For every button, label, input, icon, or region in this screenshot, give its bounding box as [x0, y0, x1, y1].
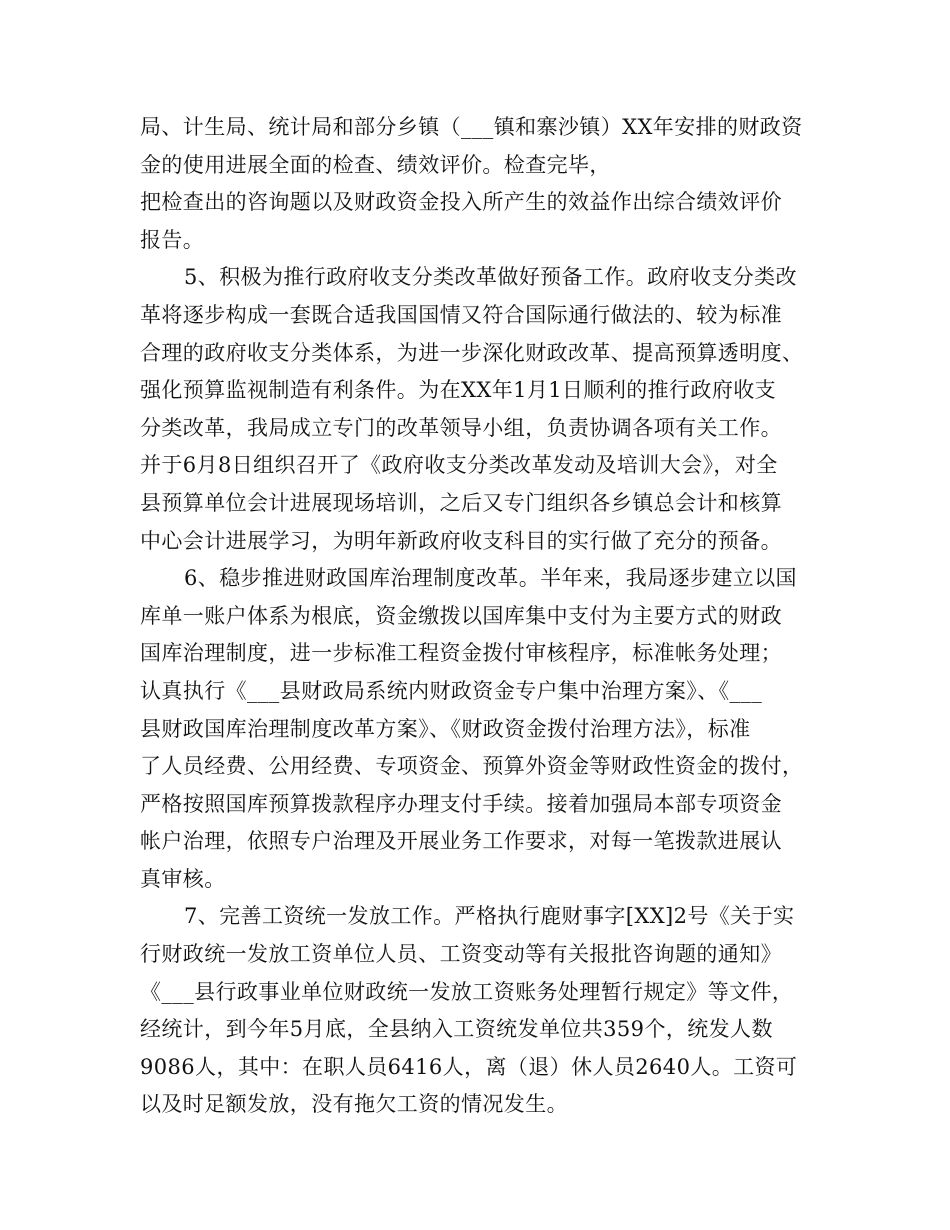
- text-line: 分类改革，我局成立专门的改革领导小组，负责协调各项有关工作。: [140, 415, 782, 440]
- text-line: 金的使用进展全面的检查、绩效评价。检查完毕，: [140, 152, 611, 177]
- text-line: 经统计，到今年5月底，全县纳入工资统发单位共359个，统发人数: [140, 1017, 773, 1042]
- paragraph-7-first-line: 7、完善工资统一发放工作。严格执行鹿财事字[XX]2号《关于实: [184, 904, 795, 929]
- text-line: 县预算单位会计进展现场培训，之后又专门组织各乡镇总会计和核算: [140, 490, 782, 515]
- text-line: 严格按照国库预算拨款程序办理支付手续。接着加强局本部专项资金: [140, 791, 782, 816]
- text-line: 了人员经费、公用经费、专项资金、预算外资金等财政性资金的拨付，: [140, 754, 804, 779]
- text-line: 强化预算监视制造有利条件。为在XX年1月1日顺利的推行政府收支: [140, 378, 777, 403]
- paragraph-6-first-line: 6、稳步推进财政国库治理制度改革。半年来，我局逐步建立以国: [184, 566, 797, 591]
- text-line: 中心会计进展学习，为明年新政府收支科目的实行做了充分的预备。: [140, 528, 782, 553]
- text-line: 国库治理制度，进一步标准工程资金拨付审核程序，标准帐务处理；: [140, 641, 782, 666]
- text-line: 县财政国库治理制度改革方案》、《财政资金拨付治理方法》，标准: [140, 716, 751, 741]
- text-line: 库单一账户体系为根底，资金缴拨以国库集中支付为主要方式的财政: [140, 603, 782, 628]
- text-line: 合理的政府收支分类体系，为进一步深化财政改革、提高预算透明度、: [140, 340, 804, 365]
- text-line: 报告。: [140, 227, 205, 252]
- paragraph-5-first-line: 5、积极为推行政府收支分类改革做好预备工作。政府收支分类改: [184, 265, 797, 290]
- text-line: 9086人，其中：在职人员6416人，离（退）休人员2640人。工资可: [140, 1054, 798, 1079]
- text-line: 真审核。: [140, 866, 226, 891]
- text-line: 革将逐步构成一套既合适我国国情又符合国际通行做法的、较为标准: [140, 302, 782, 327]
- text-line: 行财政统一发放工资单位人员、工资变动等有关报批咨询题的通知》: [140, 942, 782, 967]
- text-line: 以及时足额发放，没有拖欠工资的情况发生。: [140, 1092, 568, 1117]
- text-line: 并于6月8日组织召开了《政府收支分类改革发动及培训大会》，对全: [140, 453, 778, 478]
- text-line: 帐户治理，依照专户治理及开展业务工作要求，对每一笔拨款进展认: [140, 829, 782, 854]
- text-line: 把检查出的咨询题以及财政资金投入所产生的效益作出综合绩效评价: [140, 190, 782, 215]
- document-body: [140, 109, 840, 1124]
- text-line: 认真执行《___县财政局系统内财政资金专户集中治理方案》、《___: [140, 678, 763, 703]
- text-line: 局、计生局、统计局和部分乡镇（___镇和寨沙镇）XX年安排的财政资: [140, 115, 803, 139]
- text-line: 《___县行政事业单位财政统一发放工资账务处理暂行规定》等文件，: [140, 979, 794, 1004]
